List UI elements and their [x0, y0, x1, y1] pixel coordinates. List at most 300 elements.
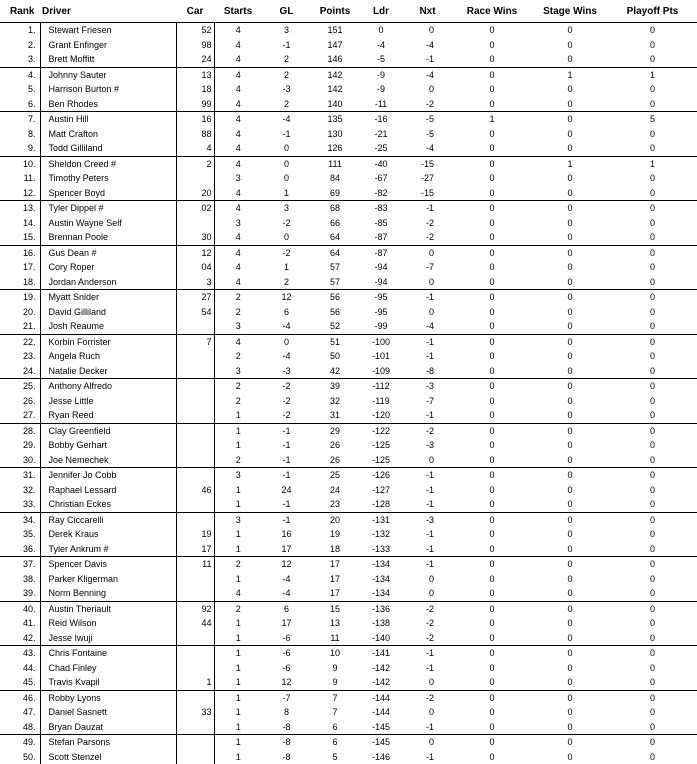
cell-points: 29 — [311, 423, 359, 438]
cell-car: 54 — [176, 305, 214, 320]
cell-stage-wins: 0 — [532, 364, 608, 379]
cell-race-wins: 0 — [452, 690, 532, 705]
cell-gl: 0 — [262, 334, 311, 349]
cell-playoff-pts: 0 — [608, 52, 697, 67]
cell-race-wins: 0 — [452, 245, 532, 260]
cell-rank: 20. — [0, 305, 40, 320]
cell-race-wins: 0 — [452, 349, 532, 364]
cell-car: 99 — [176, 97, 214, 112]
cell-starts: 2 — [214, 349, 262, 364]
cell-ldr: -144 — [359, 690, 403, 705]
cell-driver: Spencer Davis — [40, 557, 176, 572]
table-row — [0, 290, 697, 305]
cell-playoff-pts: 0 — [608, 661, 697, 676]
cell-car — [176, 349, 214, 364]
cell-ldr: -82 — [359, 186, 403, 201]
cell-points: 39 — [311, 379, 359, 394]
cell-ldr: -83 — [359, 201, 403, 216]
cell-nxt: -1 — [403, 334, 452, 349]
cell-nxt: -2 — [403, 616, 452, 631]
table-row — [0, 750, 697, 764]
cell-ldr: -94 — [359, 275, 403, 290]
cell-race-wins: 0 — [452, 601, 532, 616]
header-nxt: Nxt — [403, 0, 452, 23]
table-row — [0, 319, 697, 334]
cell-race-wins: 0 — [452, 67, 532, 82]
cell-stage-wins: 0 — [532, 38, 608, 53]
cell-playoff-pts: 0 — [608, 275, 697, 290]
cell-starts: 4 — [214, 186, 262, 201]
table-row — [0, 557, 697, 572]
cell-gl: -1 — [262, 423, 311, 438]
cell-nxt: 0 — [403, 245, 452, 260]
cell-starts: 4 — [214, 275, 262, 290]
cell-ldr: -5 — [359, 52, 403, 67]
table-row — [0, 112, 697, 127]
cell-car: 4 — [176, 141, 214, 156]
cell-starts: 2 — [214, 394, 262, 409]
cell-points: 11 — [311, 631, 359, 646]
cell-playoff-pts: 0 — [608, 572, 697, 587]
cell-gl: -3 — [262, 364, 311, 379]
cell-playoff-pts: 0 — [608, 601, 697, 616]
cell-rank: 8. — [0, 127, 40, 142]
cell-gl: 12 — [262, 290, 311, 305]
cell-rank: 37. — [0, 557, 40, 572]
table-row — [0, 171, 697, 186]
cell-car — [176, 735, 214, 750]
cell-playoff-pts: 0 — [608, 245, 697, 260]
cell-points: 111 — [311, 156, 359, 171]
cell-stage-wins: 0 — [532, 171, 608, 186]
cell-points: 20 — [311, 512, 359, 527]
cell-starts: 1 — [214, 572, 262, 587]
cell-driver: David Gilliland — [40, 305, 176, 320]
cell-race-wins: 0 — [452, 453, 532, 468]
cell-starts: 3 — [214, 364, 262, 379]
cell-stage-wins: 0 — [532, 186, 608, 201]
cell-car — [176, 690, 214, 705]
cell-rank: 4. — [0, 67, 40, 82]
cell-starts: 2 — [214, 601, 262, 616]
cell-driver: Reid Wilson — [40, 616, 176, 631]
cell-driver: Robby Lyons — [40, 690, 176, 705]
cell-rank: 12. — [0, 186, 40, 201]
cell-playoff-pts: 0 — [608, 379, 697, 394]
cell-points: 25 — [311, 468, 359, 483]
cell-starts: 2 — [214, 379, 262, 394]
cell-driver: Tyler Dippel # — [40, 201, 176, 216]
cell-rank: 36. — [0, 542, 40, 557]
cell-rank: 17. — [0, 260, 40, 275]
cell-car: 92 — [176, 601, 214, 616]
cell-points: 57 — [311, 275, 359, 290]
cell-ldr: -131 — [359, 512, 403, 527]
cell-ldr: -4 — [359, 38, 403, 53]
cell-rank: 2. — [0, 38, 40, 53]
cell-stage-wins: 0 — [532, 216, 608, 231]
cell-playoff-pts: 0 — [608, 349, 697, 364]
cell-driver: Norm Benning — [40, 586, 176, 601]
cell-car: 7 — [176, 334, 214, 349]
cell-nxt: -1 — [403, 646, 452, 661]
table-row — [0, 497, 697, 512]
cell-ldr: -128 — [359, 497, 403, 512]
cell-playoff-pts: 0 — [608, 720, 697, 735]
cell-nxt: -2 — [403, 601, 452, 616]
cell-nxt: -1 — [403, 483, 452, 498]
cell-stage-wins: 0 — [532, 646, 608, 661]
cell-stage-wins: 0 — [532, 423, 608, 438]
cell-race-wins: 0 — [452, 616, 532, 631]
cell-nxt: -1 — [403, 661, 452, 676]
cell-nxt: -2 — [403, 690, 452, 705]
cell-ldr: -100 — [359, 334, 403, 349]
cell-nxt: 0 — [403, 735, 452, 750]
cell-playoff-pts: 0 — [608, 127, 697, 142]
cell-points: 17 — [311, 572, 359, 587]
cell-stage-wins: 0 — [532, 601, 608, 616]
cell-gl: -1 — [262, 438, 311, 453]
cell-nxt: -5 — [403, 127, 452, 142]
cell-nxt: -2 — [403, 230, 452, 245]
cell-nxt: -1 — [403, 542, 452, 557]
cell-race-wins: 0 — [452, 230, 532, 245]
cell-gl: -1 — [262, 497, 311, 512]
cell-playoff-pts: 0 — [608, 334, 697, 349]
cell-race-wins: 0 — [452, 171, 532, 186]
cell-driver: Timothy Peters — [40, 171, 176, 186]
cell-playoff-pts: 0 — [608, 542, 697, 557]
cell-stage-wins: 0 — [532, 141, 608, 156]
cell-gl: 0 — [262, 156, 311, 171]
cell-ldr: -145 — [359, 735, 403, 750]
cell-stage-wins: 0 — [532, 453, 608, 468]
cell-playoff-pts: 0 — [608, 82, 697, 97]
cell-driver: Myatt Snider — [40, 290, 176, 305]
table-row — [0, 690, 697, 705]
table-row — [0, 97, 697, 112]
cell-points: 7 — [311, 690, 359, 705]
cell-nxt: -15 — [403, 186, 452, 201]
cell-stage-wins: 0 — [532, 705, 608, 720]
cell-playoff-pts: 0 — [608, 483, 697, 498]
cell-rank: 30. — [0, 453, 40, 468]
cell-starts: 2 — [214, 290, 262, 305]
cell-gl: -2 — [262, 408, 311, 423]
table-row — [0, 527, 697, 542]
cell-driver: Matt Crafton — [40, 127, 176, 142]
cell-playoff-pts: 0 — [608, 705, 697, 720]
cell-nxt: -1 — [403, 408, 452, 423]
cell-rank: 19. — [0, 290, 40, 305]
cell-points: 26 — [311, 453, 359, 468]
cell-gl: -7 — [262, 690, 311, 705]
cell-driver: Derek Kraus — [40, 527, 176, 542]
cell-rank: 46. — [0, 690, 40, 705]
cell-nxt: -2 — [403, 216, 452, 231]
cell-ldr: -122 — [359, 423, 403, 438]
cell-rank: 49. — [0, 735, 40, 750]
cell-playoff-pts: 0 — [608, 438, 697, 453]
cell-starts: 3 — [214, 468, 262, 483]
cell-starts: 4 — [214, 230, 262, 245]
cell-race-wins: 0 — [452, 646, 532, 661]
cell-playoff-pts: 0 — [608, 186, 697, 201]
cell-stage-wins: 0 — [532, 572, 608, 587]
cell-nxt: 0 — [403, 586, 452, 601]
cell-ldr: -146 — [359, 750, 403, 764]
cell-race-wins: 0 — [452, 572, 532, 587]
cell-nxt: 0 — [403, 275, 452, 290]
cell-rank: 33. — [0, 497, 40, 512]
cell-stage-wins: 0 — [532, 586, 608, 601]
cell-nxt: -7 — [403, 260, 452, 275]
table-row — [0, 616, 697, 631]
cell-ldr: -109 — [359, 364, 403, 379]
cell-stage-wins: 0 — [532, 735, 608, 750]
cell-stage-wins: 0 — [532, 750, 608, 764]
cell-starts: 3 — [214, 171, 262, 186]
table-row — [0, 186, 697, 201]
cell-driver: Anthony Alfredo — [40, 379, 176, 394]
cell-stage-wins: 0 — [532, 275, 608, 290]
cell-points: 52 — [311, 319, 359, 334]
cell-car: 24 — [176, 52, 214, 67]
cell-points: 19 — [311, 527, 359, 542]
cell-ldr: -144 — [359, 705, 403, 720]
cell-starts: 3 — [214, 319, 262, 334]
header-points: Points — [311, 0, 359, 23]
cell-gl: 1 — [262, 260, 311, 275]
cell-playoff-pts: 0 — [608, 364, 697, 379]
cell-rank: 13. — [0, 201, 40, 216]
cell-rank: 25. — [0, 379, 40, 394]
cell-race-wins: 1 — [452, 112, 532, 127]
cell-ldr: -119 — [359, 394, 403, 409]
cell-race-wins: 0 — [452, 408, 532, 423]
cell-nxt: 0 — [403, 572, 452, 587]
cell-stage-wins: 0 — [532, 305, 608, 320]
cell-ldr: -134 — [359, 557, 403, 572]
cell-car: 02 — [176, 201, 214, 216]
cell-driver: Bobby Gerhart — [40, 438, 176, 453]
cell-ldr: -25 — [359, 141, 403, 156]
cell-nxt: -2 — [403, 97, 452, 112]
cell-playoff-pts: 0 — [608, 290, 697, 305]
cell-points: 5 — [311, 750, 359, 764]
cell-race-wins: 0 — [452, 705, 532, 720]
cell-nxt: -2 — [403, 631, 452, 646]
cell-gl: -4 — [262, 572, 311, 587]
cell-driver: Angela Ruch — [40, 349, 176, 364]
cell-race-wins: 0 — [452, 675, 532, 690]
cell-rank: 24. — [0, 364, 40, 379]
cell-driver: Chris Fontaine — [40, 646, 176, 661]
cell-race-wins: 0 — [452, 631, 532, 646]
cell-race-wins: 0 — [452, 512, 532, 527]
table-row — [0, 483, 697, 498]
cell-playoff-pts: 0 — [608, 230, 697, 245]
cell-ldr: -145 — [359, 720, 403, 735]
cell-points: 42 — [311, 364, 359, 379]
cell-race-wins: 0 — [452, 38, 532, 53]
cell-gl: -6 — [262, 631, 311, 646]
cell-ldr: -95 — [359, 305, 403, 320]
cell-car: 1 — [176, 675, 214, 690]
cell-car — [176, 394, 214, 409]
cell-playoff-pts: 0 — [608, 305, 697, 320]
cell-starts: 3 — [214, 216, 262, 231]
cell-race-wins: 0 — [452, 483, 532, 498]
header-ldr: Ldr — [359, 0, 403, 23]
cell-points: 15 — [311, 601, 359, 616]
cell-car — [176, 512, 214, 527]
cell-ldr: -9 — [359, 82, 403, 97]
cell-gl: 2 — [262, 275, 311, 290]
cell-gl: -1 — [262, 127, 311, 142]
cell-ldr: -136 — [359, 601, 403, 616]
cell-points: 142 — [311, 67, 359, 82]
cell-car: 16 — [176, 112, 214, 127]
cell-points: 126 — [311, 141, 359, 156]
cell-stage-wins: 0 — [532, 82, 608, 97]
cell-car: 18 — [176, 82, 214, 97]
cell-starts: 1 — [214, 720, 262, 735]
cell-race-wins: 0 — [452, 438, 532, 453]
cell-gl: -3 — [262, 82, 311, 97]
cell-points: 10 — [311, 646, 359, 661]
cell-driver: Sheldon Creed # — [40, 156, 176, 171]
cell-stage-wins: 0 — [532, 497, 608, 512]
cell-rank: 10. — [0, 156, 40, 171]
cell-playoff-pts: 5 — [608, 112, 697, 127]
table-row — [0, 408, 697, 423]
cell-car — [176, 468, 214, 483]
cell-stage-wins: 0 — [532, 290, 608, 305]
cell-race-wins: 0 — [452, 423, 532, 438]
cell-playoff-pts: 1 — [608, 67, 697, 82]
cell-playoff-pts: 0 — [608, 497, 697, 512]
cell-stage-wins: 0 — [532, 616, 608, 631]
cell-playoff-pts: 0 — [608, 512, 697, 527]
cell-car — [176, 646, 214, 661]
cell-gl: -4 — [262, 586, 311, 601]
cell-car — [176, 319, 214, 334]
cell-points: 84 — [311, 171, 359, 186]
cell-ldr: -142 — [359, 675, 403, 690]
cell-nxt: -1 — [403, 468, 452, 483]
cell-car — [176, 438, 214, 453]
cell-points: 56 — [311, 290, 359, 305]
cell-points: 9 — [311, 661, 359, 676]
cell-points: 50 — [311, 349, 359, 364]
cell-gl: 17 — [262, 542, 311, 557]
cell-ldr: -87 — [359, 230, 403, 245]
cell-starts: 4 — [214, 334, 262, 349]
cell-points: 9 — [311, 675, 359, 690]
table-row — [0, 82, 697, 97]
cell-stage-wins: 0 — [532, 557, 608, 572]
cell-nxt: -1 — [403, 349, 452, 364]
cell-driver: Ben Rhodes — [40, 97, 176, 112]
cell-ldr: -133 — [359, 542, 403, 557]
cell-driver: Austin Wayne Self — [40, 216, 176, 231]
table-row — [0, 67, 697, 82]
cell-car — [176, 497, 214, 512]
table-row — [0, 675, 697, 690]
cell-driver: Ryan Reed — [40, 408, 176, 423]
cell-driver: Natalie Decker — [40, 364, 176, 379]
cell-nxt: -1 — [403, 497, 452, 512]
cell-stage-wins: 0 — [532, 127, 608, 142]
cell-stage-wins: 0 — [532, 334, 608, 349]
cell-nxt: -15 — [403, 156, 452, 171]
cell-ldr: -132 — [359, 527, 403, 542]
cell-race-wins: 0 — [452, 141, 532, 156]
cell-starts: 1 — [214, 675, 262, 690]
cell-driver: Scott Stenzel — [40, 750, 176, 764]
cell-points: 151 — [311, 23, 359, 38]
cell-nxt: -3 — [403, 379, 452, 394]
cell-gl: -6 — [262, 661, 311, 676]
cell-stage-wins: 0 — [532, 260, 608, 275]
cell-rank: 11. — [0, 171, 40, 186]
cell-race-wins: 0 — [452, 97, 532, 112]
cell-playoff-pts: 0 — [608, 260, 697, 275]
cell-car: 46 — [176, 483, 214, 498]
cell-rank: 18. — [0, 275, 40, 290]
cell-starts: 4 — [214, 112, 262, 127]
cell-nxt: -8 — [403, 364, 452, 379]
cell-playoff-pts: 0 — [608, 675, 697, 690]
cell-playoff-pts: 0 — [608, 38, 697, 53]
cell-car: 27 — [176, 290, 214, 305]
cell-starts: 1 — [214, 438, 262, 453]
cell-points: 13 — [311, 616, 359, 631]
cell-driver: Travis Kvapil — [40, 675, 176, 690]
cell-ldr: -134 — [359, 572, 403, 587]
cell-nxt: -2 — [403, 423, 452, 438]
cell-driver: Stewart Friesen — [40, 23, 176, 38]
table-row — [0, 601, 697, 616]
cell-gl: 0 — [262, 171, 311, 186]
cell-rank: 28. — [0, 423, 40, 438]
cell-starts: 2 — [214, 305, 262, 320]
cell-nxt: 0 — [403, 82, 452, 97]
table-row — [0, 586, 697, 601]
cell-points: 6 — [311, 720, 359, 735]
cell-ldr: -16 — [359, 112, 403, 127]
cell-car — [176, 171, 214, 186]
table-row — [0, 661, 697, 676]
cell-nxt: -1 — [403, 290, 452, 305]
table-row — [0, 438, 697, 453]
table-row — [0, 646, 697, 661]
cell-gl: -1 — [262, 512, 311, 527]
cell-car: 52 — [176, 23, 214, 38]
cell-nxt: 0 — [403, 305, 452, 320]
cell-starts: 4 — [214, 97, 262, 112]
cell-stage-wins: 0 — [532, 245, 608, 260]
cell-ldr: -40 — [359, 156, 403, 171]
cell-driver: Bryan Dauzat — [40, 720, 176, 735]
cell-points: 140 — [311, 97, 359, 112]
cell-starts: 1 — [214, 408, 262, 423]
cell-starts: 4 — [214, 201, 262, 216]
cell-gl: -4 — [262, 349, 311, 364]
cell-rank: 1. — [0, 23, 40, 38]
